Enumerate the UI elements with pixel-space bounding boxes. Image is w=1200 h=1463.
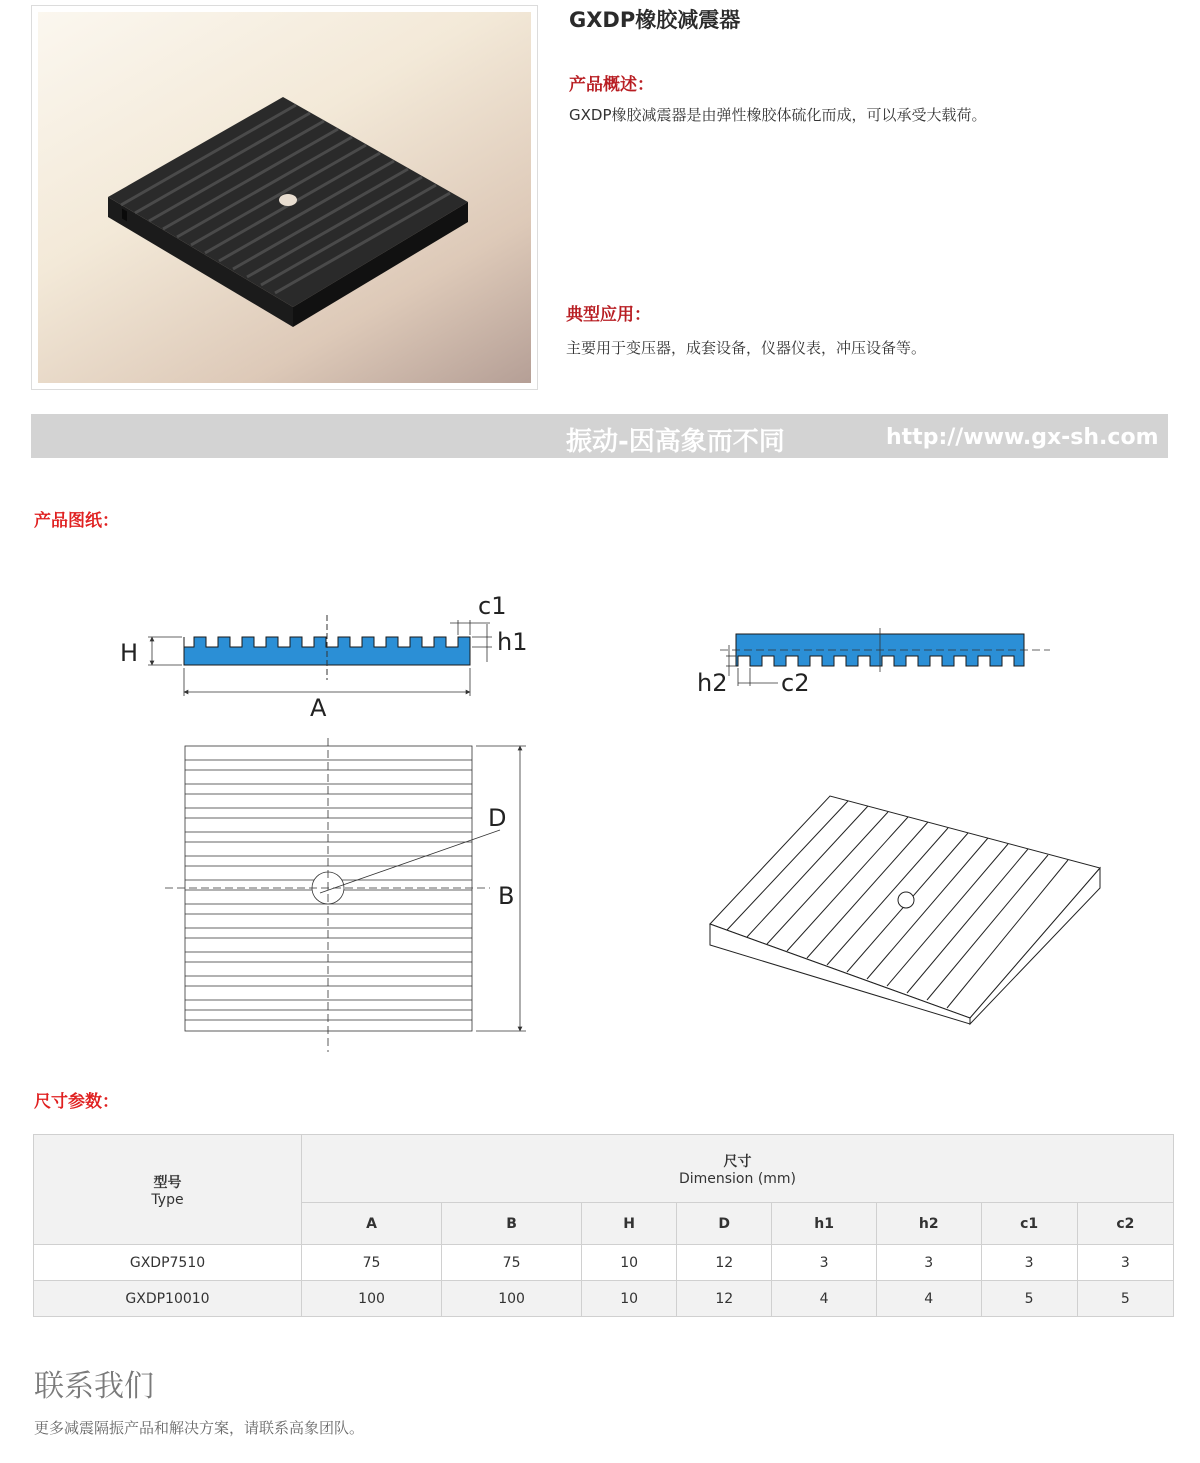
value-cell: 3 bbox=[876, 1245, 981, 1281]
label-h2: h2 bbox=[697, 669, 728, 697]
contact-text: 更多减震隔振产品和解决方案，请联系高象团队。 bbox=[34, 1419, 365, 1437]
table-header-row bbox=[34, 1135, 1174, 1203]
type-header-cn: 型号 bbox=[153, 1174, 182, 1191]
col-header: A bbox=[302, 1203, 442, 1245]
dimension-heading: 尺寸参数： bbox=[34, 1092, 119, 1112]
label-c2: c2 bbox=[781, 669, 810, 697]
value-cell: 100 bbox=[442, 1281, 582, 1317]
value-cell: 3 bbox=[1077, 1245, 1173, 1281]
value-cell: 5 bbox=[1077, 1281, 1173, 1317]
type-header-en: Type bbox=[151, 1191, 184, 1208]
model-cell: GXDP7510 bbox=[34, 1245, 302, 1281]
drawing-heading: 产品图纸： bbox=[34, 511, 119, 531]
application-heading: 典型应用： bbox=[566, 305, 651, 325]
product-photo bbox=[38, 12, 531, 383]
value-cell: 3 bbox=[981, 1245, 1077, 1281]
overview-text: GXDP橡胶减震器是由弹性橡胶体硫化而成，可以承受大载荷。 bbox=[569, 106, 987, 124]
label-c1: c1 bbox=[478, 592, 507, 620]
value-cell: 10 bbox=[582, 1281, 677, 1317]
isometric-view bbox=[710, 796, 1100, 1024]
value-cell: 12 bbox=[677, 1281, 772, 1317]
table-row bbox=[34, 1245, 1174, 1281]
col-header: B bbox=[442, 1203, 582, 1245]
model-cell: GXDP10010 bbox=[34, 1281, 302, 1317]
value-cell: 75 bbox=[442, 1245, 582, 1281]
value-cell: 12 bbox=[677, 1245, 772, 1281]
label-H: H bbox=[120, 639, 139, 667]
col-header: c2 bbox=[1077, 1203, 1173, 1245]
value-cell: 75 bbox=[302, 1245, 442, 1281]
value-cell: 100 bbox=[302, 1281, 442, 1317]
value-cell: 10 bbox=[582, 1245, 677, 1281]
contact-title: 联系我们 bbox=[34, 1369, 154, 1404]
label-A: A bbox=[310, 694, 327, 722]
label-B: B bbox=[498, 882, 515, 910]
front-view bbox=[148, 615, 492, 696]
dimension-table bbox=[33, 1134, 1174, 1317]
value-cell: 4 bbox=[876, 1281, 981, 1317]
rubber-pad-render bbox=[38, 12, 531, 383]
side-view bbox=[720, 628, 1050, 686]
technical-drawing bbox=[0, 560, 1200, 1060]
col-header: D bbox=[677, 1203, 772, 1245]
label-D: D bbox=[488, 804, 507, 832]
col-header: H bbox=[582, 1203, 677, 1245]
product-title: GXDP橡胶减震器 bbox=[569, 8, 741, 32]
dimension-header bbox=[302, 1135, 1174, 1203]
col-header: h2 bbox=[876, 1203, 981, 1245]
label-h1: h1 bbox=[497, 628, 528, 656]
product-photo-frame bbox=[31, 5, 538, 390]
application-text: 主要用于变压器，成套设备，仪器仪表，冲压设备等。 bbox=[566, 339, 927, 357]
value-cell: 5 bbox=[981, 1281, 1077, 1317]
col-header: c1 bbox=[981, 1203, 1077, 1245]
banner-slogan: 振动-因高象而不同 bbox=[566, 427, 785, 457]
table-row bbox=[34, 1281, 1174, 1317]
type-header bbox=[34, 1135, 302, 1245]
value-cell: 3 bbox=[772, 1245, 877, 1281]
top-view bbox=[165, 738, 526, 1052]
value-cell: 4 bbox=[772, 1281, 877, 1317]
dimension-header-cn: 尺寸 bbox=[723, 1153, 752, 1170]
banner-url[interactable]: http://www.gx-sh.com bbox=[886, 425, 1159, 450]
col-header: h1 bbox=[772, 1203, 877, 1245]
dimension-header-en: Dimension (mm) bbox=[678, 1170, 797, 1187]
overview-heading: 产品概述： bbox=[569, 75, 654, 95]
